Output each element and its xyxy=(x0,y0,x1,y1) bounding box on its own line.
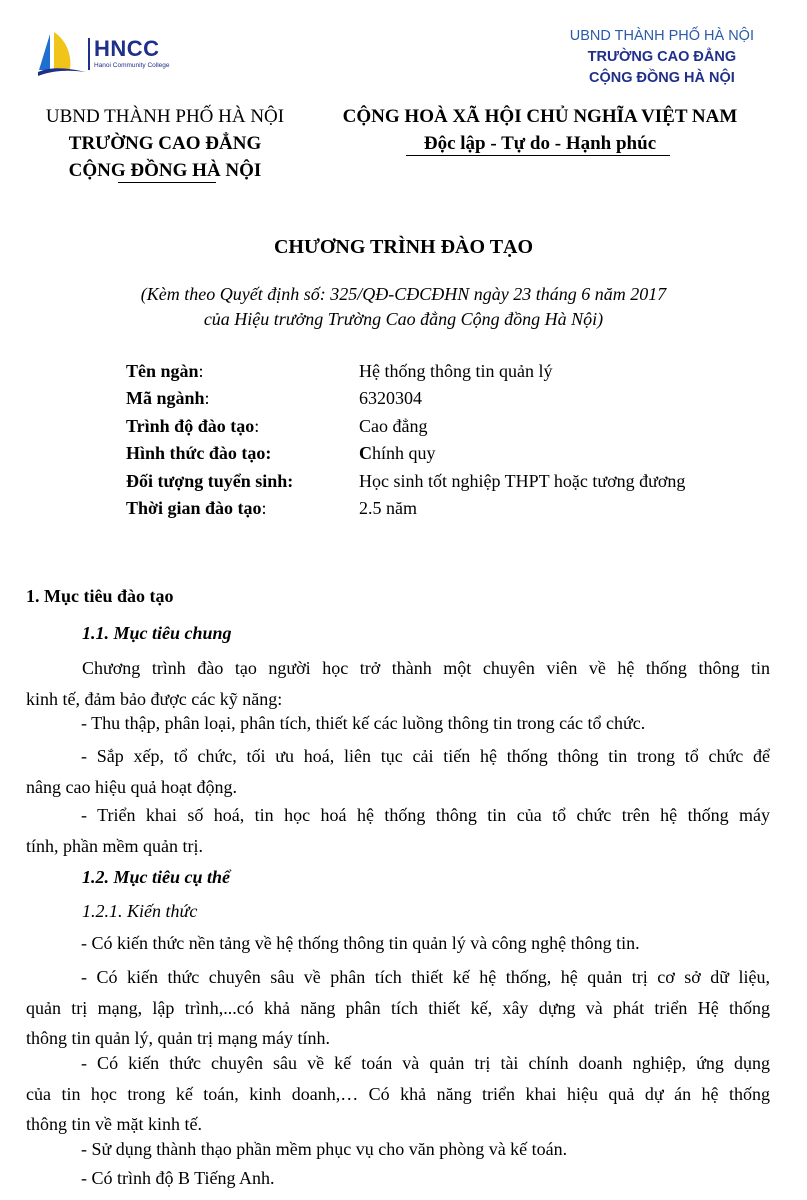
info-value: Hệ thống thông tin quản lý xyxy=(359,361,553,381)
info-colon: : xyxy=(254,415,260,436)
letterhead-line-1: UBND THÀNH PHỐ HÀ NỘI xyxy=(569,28,754,44)
bullet-item: - Có kiến thức chuyên sâu về phân tích thiết kế hệ thống, hệ quản trị cơ sở dữ liệu, quản trị mạng, lập trình,...có khả năng phân tích thiết kế, xây dựng và phát triển Hệ thống thông tin quản lý, quản trị mạng máy tính. xyxy=(26,967,770,1048)
section-heading: 1. Mục tiêu đào tạo xyxy=(26,586,174,606)
info-label: Trình độ đào tạo xyxy=(126,415,255,436)
letterhead-line-2: TRƯỜNG CAO ĐẲNG xyxy=(587,49,737,65)
info-label: Hình thức đào tạo: xyxy=(126,443,272,464)
subtitle-line-1: (Kèm theo Quyết định số: 325/QĐ-CĐCĐHN ngày 23 tháng 6 năm 2017 xyxy=(140,284,667,304)
info-label: Mã ngành xyxy=(126,388,205,409)
info-colon: : xyxy=(198,361,204,381)
info-value: 2.5 năm xyxy=(359,497,417,518)
issuing-authority xyxy=(30,103,300,184)
knowledge-heading: 1.2.1. Kiến thức xyxy=(82,901,198,921)
info-colon: : xyxy=(261,497,267,518)
subsection-heading-general: 1.1. Mục tiêu chung xyxy=(82,623,232,643)
info-label: Đối tượng tuyển sinh: xyxy=(126,470,294,491)
logo-divider xyxy=(88,38,90,70)
motto-underline xyxy=(406,155,670,156)
authority-line-3: CỘNG ĐỒNG HÀ NỘI xyxy=(68,160,262,181)
country-name: CỘNG HOÀ XÃ HỘI CHỦ NGHĨA VIỆT NAM xyxy=(342,106,738,127)
subsection-heading-specific: 1.2. Mục tiêu cụ thể xyxy=(82,867,231,887)
logo-wordmark: HNCC xyxy=(94,36,160,61)
intro-paragraph: Chương trình đào tạo người học trở thành một chuyên viên về hệ thống thông tin kinh tế, đảm bảo được các kỹ năng: xyxy=(26,658,770,709)
bullet-item: - Thu thập, phân loại, phân tích, thiết kế các luồng thông tin trong các tổ chức. xyxy=(81,713,646,733)
subtitle-line-2: của Hiệu trưởng Trường Cao đẳng Cộng đồng Hà Nội) xyxy=(203,309,604,329)
national-motto xyxy=(322,103,758,157)
letterhead-institution xyxy=(570,26,754,89)
authority-line-2: TRƯỜNG CAO ĐẲNG xyxy=(68,133,262,154)
document-subtitle xyxy=(0,282,807,332)
authority-line-1: UBND THÀNH PHỐ HÀ NỘI xyxy=(45,106,285,127)
info-colon: : xyxy=(204,388,210,409)
authority-underline xyxy=(118,182,216,183)
info-label: Thời gian đào tạo xyxy=(126,497,262,518)
bullet-item: - Có kiến thức chuyên sâu về kế toán và quản trị tài chính doanh nghiệp, ứng dụng của tin học trong kế toán, kinh doanh,… Có khả năng triển khai hiệu quả dự án hệ thống thông tin về mặt kinh tế. xyxy=(26,1053,770,1134)
logo-subtext: Hanoi Community College xyxy=(94,62,170,69)
letterhead-line-3: CỘNG ĐỒNG HÀ NỘI xyxy=(588,70,735,86)
info-label: Tên ngàn xyxy=(126,361,199,381)
bullet-item: - Có kiến thức nền tảng về hệ thống thông tin quản lý và công nghệ thông tin. xyxy=(81,933,640,953)
info-value: 6320304 xyxy=(359,388,422,409)
info-value: Học sinh tốt nghiệp THPT hoặc tương đương xyxy=(359,470,686,491)
bullet-item: - Có trình độ B Tiếng Anh. xyxy=(81,1168,275,1188)
bullet-item: - Sắp xếp, tổ chức, tối ưu hoá, liên tục cải tiến hệ thống thông tin trong tổ chức để nâng cao hiệu quả hoạt động. xyxy=(26,746,770,797)
bullet-item: - Sử dụng thành thạo phần mềm phục vụ cho văn phòng và kế toán. xyxy=(81,1139,568,1159)
sail-logo-icon xyxy=(36,30,88,76)
document-title: CHƯƠNG TRÌNH ĐÀO TẠO xyxy=(273,236,534,258)
college-logo xyxy=(36,30,186,76)
bullet-item: - Triển khai số hoá, tin học hoá hệ thống thông tin của tổ chức trên hệ thống máy tính, phần mềm quản trị. xyxy=(26,805,770,856)
motto-line: Độc lập - Tự do - Hạnh phúc xyxy=(423,133,657,154)
info-value: Cao đẳng xyxy=(359,415,428,436)
info-value: Chính quy xyxy=(359,443,436,464)
